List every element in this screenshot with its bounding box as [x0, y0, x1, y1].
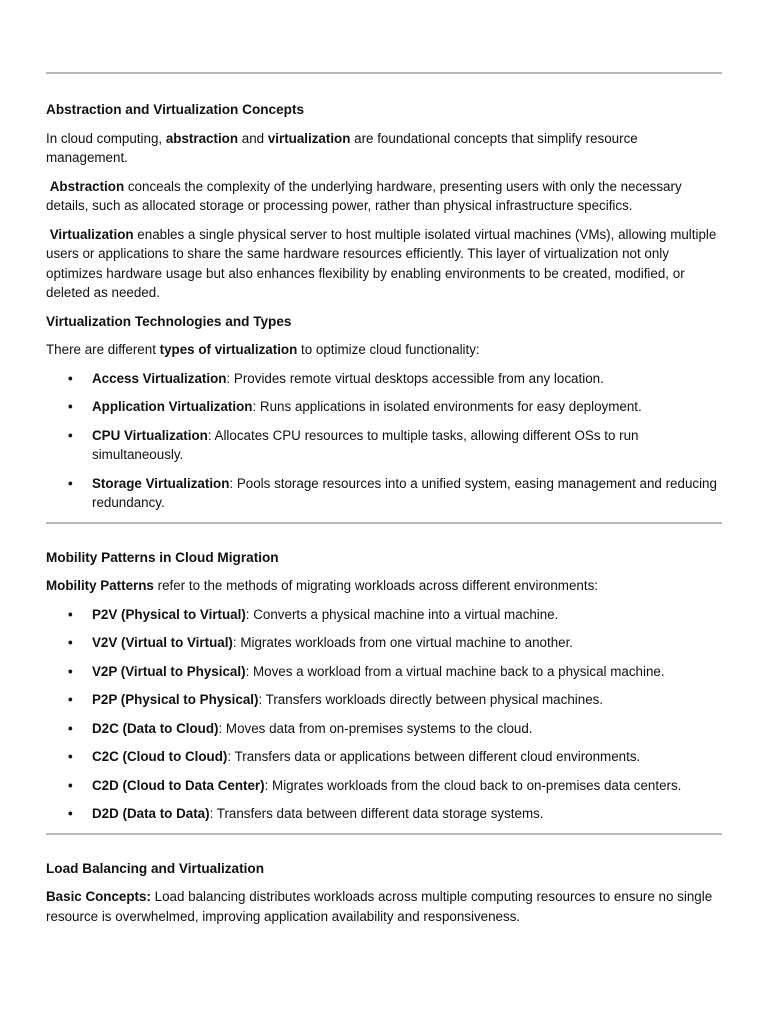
paragraph-virtualization — [46, 225, 722, 303]
text: and — [238, 130, 268, 146]
section-mobility-patterns — [46, 548, 722, 824]
subsection-heading: Virtualization Technologies and Types — [46, 313, 292, 329]
text: : Moves data from on-premises systems to the cloud. — [218, 720, 533, 736]
document-page — [46, 72, 722, 926]
text: enables a single physical server to host multiple isolated virtual machines (VMs), allowing multiple users or applications to share the same hardware resources efficiently. This layer of virtualization not only optimizes hardware usage but also enhances flexibility by enabling environments to be created, modified, or deleted as needed. — [46, 226, 717, 300]
bold-term: Access Virtualization — [92, 370, 227, 386]
list-item — [46, 605, 722, 625]
bold-term: abstraction — [165, 130, 239, 146]
bold-term: Mobility Patterns — [46, 578, 154, 593]
divider — [46, 833, 722, 835]
section-abstraction-virtualization — [46, 100, 722, 513]
list-item — [46, 426, 722, 465]
bold-term: Virtualization — [49, 226, 134, 242]
bold-term: D2D (Data to Data) — [92, 806, 210, 821]
text: : Moves a workload from a virtual machine back to a physical machine. — [245, 663, 665, 679]
list-item — [46, 369, 722, 389]
mobility-patterns-list — [46, 605, 722, 824]
text: : Runs applications in isolated environments for easy deployment. — [252, 399, 642, 414]
bold-term: Abstraction — [49, 178, 125, 194]
divider — [46, 522, 722, 524]
bold-term: Basic Concepts: — [46, 889, 151, 904]
list-item — [46, 719, 722, 739]
bold-term: C2C (Cloud to Cloud) — [92, 749, 228, 764]
section-heading: Abstraction and Virtualization Concepts — [46, 102, 305, 117]
bold-term: Storage Virtualization — [92, 475, 230, 491]
bold-term: V2P (Virtual to Physical) — [92, 663, 246, 679]
text: refer to the methods of migrating workloads across different environments: — [153, 578, 598, 593]
paragraph-mobility-intro — [46, 576, 722, 596]
text: : Provides remote virtual desktops accessible from any location. — [226, 370, 604, 386]
list-item — [46, 690, 722, 710]
text: : Pools storage resources into a unified system, easing management and reducing redundancy. — [92, 475, 717, 510]
section-load-balancing — [46, 859, 722, 927]
paragraph-types-intro — [46, 340, 722, 360]
text: : Transfers workloads directly between physical machines. — [258, 692, 604, 707]
paragraph-basic-concepts — [46, 887, 722, 926]
section-heading: Mobility Patterns in Cloud Migration — [46, 549, 279, 565]
text: : Transfers data or applications between different cloud environments. — [227, 749, 641, 764]
virtualization-types-list — [46, 369, 722, 513]
bold-term: P2V (Physical to Virtual) — [92, 606, 246, 622]
text: are foundational concepts that simplify resource management. — [46, 130, 638, 165]
bold-term: V2V (Virtual to Virtual) — [92, 635, 233, 650]
bold-term: D2C (Data to Cloud) — [92, 720, 219, 736]
text: conceals the complexity of the underlying hardware, presenting users with only the necessary details, such as allocated storage or processing power, rather than physical infrastructure specifics. — [46, 178, 682, 213]
divider — [46, 72, 722, 74]
section-heading: Load Balancing and Virtualization — [46, 860, 265, 876]
bold-term: CPU Virtualization — [92, 427, 208, 443]
bold-term: C2D (Cloud to Data Center) — [92, 777, 265, 793]
text: : Migrates workloads from the cloud back to on-premises data centers. — [264, 777, 682, 793]
text: In cloud computing, — [46, 130, 166, 146]
paragraph-abstraction — [46, 177, 722, 216]
bold-term: Application Virtualization — [92, 399, 253, 414]
text: : Transfers data between different data storage systems. — [209, 806, 544, 821]
list-item — [46, 662, 722, 682]
bold-term: types of virtualization — [159, 342, 298, 357]
text: Load balancing distributes workloads across multiple computing resources to ensure no single resource is overwhelmed, improving application availability and responsiveness. — [46, 889, 713, 924]
text: : Converts a physical machine into a virtual machine. — [245, 606, 559, 622]
list-item — [46, 397, 722, 417]
text: : Migrates workloads from one virtual machine to another. — [232, 635, 574, 650]
list-item — [46, 747, 722, 767]
list-item — [46, 804, 722, 824]
text: There are different — [46, 342, 160, 357]
list-item — [46, 474, 722, 513]
bold-term: virtualization — [267, 130, 351, 146]
text: : Allocates CPU resources to multiple tasks, allowing different OSs to run simultaneously. — [92, 427, 639, 462]
list-item — [46, 633, 722, 653]
list-item — [46, 776, 722, 796]
bold-term: P2P (Physical to Physical) — [92, 692, 259, 707]
text: to optimize cloud functionality: — [297, 342, 480, 357]
paragraph-intro — [46, 129, 722, 168]
